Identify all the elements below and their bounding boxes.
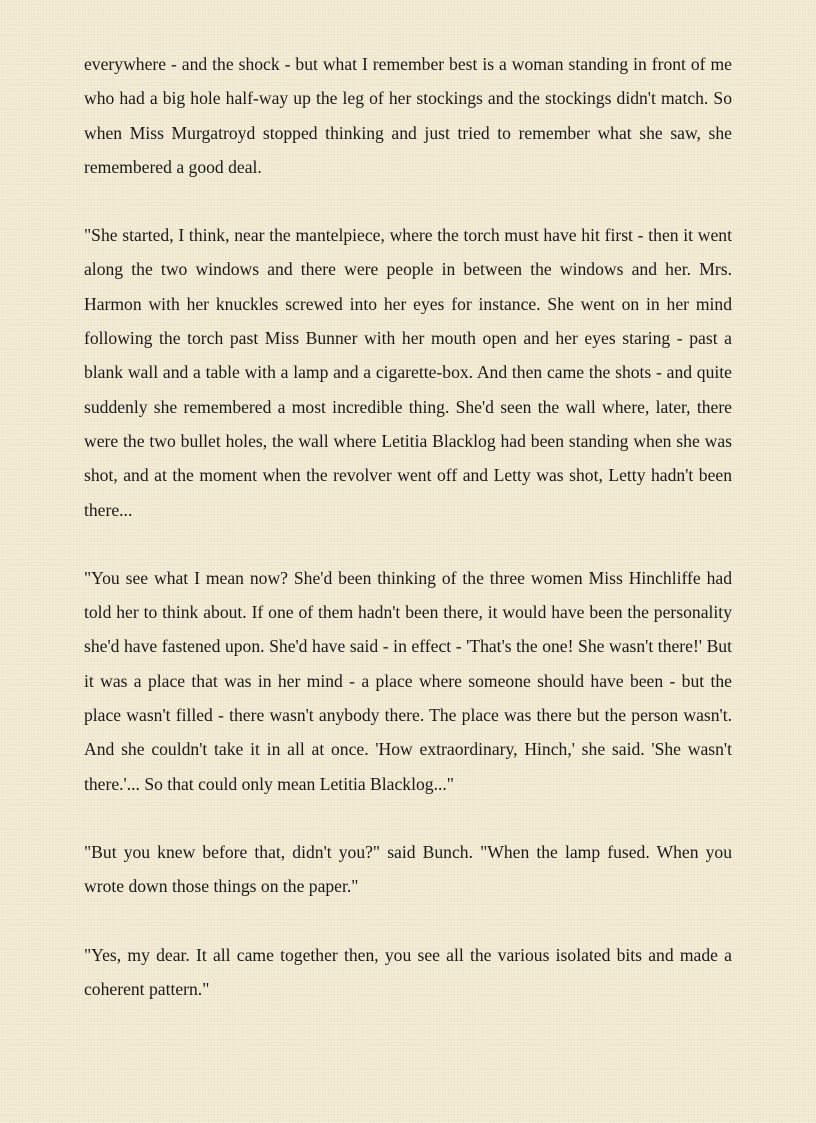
paragraph-1: everywhere - and the shock - but what I remember best is a woman standing in front of me who had a big hole half-way up the leg of her stockings and the stockings didn't match. So when Miss Murgatroyd stopped thinking and just tried to remember what she saw, she remembered a good deal. xyxy=(84,54,732,177)
paragraph-4: "But you knew before that, didn't you?" said Bunch. "When the lamp fused. When you wrote down those things on the paper." xyxy=(84,841,732,897)
paragraph-2: "She started, I think, near the mantelpiece, where the torch must have hit first - then it went along the two windows and there were people in between the windows and her. Mrs. Harmon with her knuckles screwed into her eyes for instance. She went on in her mind following the torch past Miss Bunner with her mouth open and her eyes staring - past a blank wall and a table with a lamp and a cigarette-box. And then came the shots - and quite suddenly she remembered a most incredible thing. She'd seen the wall where, later, there were the two bullet holes, the wall where Letitia Blacklog had been standing when she was shot, and at the moment when the revolver went off and Letty was shot, Letty hadn't been there... xyxy=(84,225,732,520)
paragraph-3: "You see what I mean now? She'd been thinking of the three women Miss Hinchliffe had told her to think about. If one of them hadn't been there, it would have been the personality she'd have fastened upon. She'd have said - in effect - 'That's the one! She wasn't there!' But it was a place that was in her mind - a place where someone should have been - but the place wasn't filled - there wasn't anybody there. The place was there but the person wasn't. And she couldn't take it in all at once. 'How extraordinary, Hinch,' she said. 'She wasn't there.'... So that could only mean Letitia Blacklog..." xyxy=(84,567,732,794)
paragraph-5: "Yes, my dear. It all came together then, you see all the various isolated bits and made a coherent pattern." xyxy=(84,944,732,999)
